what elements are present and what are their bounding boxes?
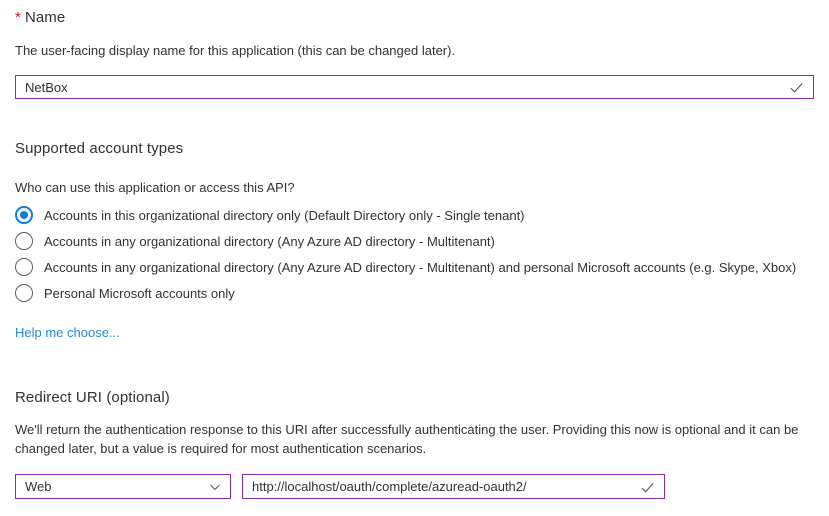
radio-unselected-icon[interactable] (15, 284, 33, 302)
account-types-question: Who can use this application or access this API? (15, 180, 295, 195)
radio-unselected-icon[interactable] (15, 258, 33, 276)
name-label: Name (24, 9, 66, 26)
platform-select[interactable] (15, 474, 231, 499)
name-description: The user-facing display name for this application (this can be changed later). (15, 43, 456, 58)
help-me-choose-link[interactable]: Help me choose... (15, 325, 120, 340)
radio-option-label: Accounts in any organizational directory (Any Azure AD directory - Multitenant) (44, 233, 495, 249)
name-input[interactable] (15, 75, 814, 99)
radio-option-label: Personal Microsoft accounts only (44, 285, 235, 301)
name-input-wrapper (15, 75, 814, 99)
radio-option-personal-only[interactable] (15, 284, 235, 302)
radio-option-multitenant-personal[interactable] (15, 258, 796, 276)
radio-selected-icon[interactable] (15, 206, 33, 224)
redirect-uri-input[interactable] (242, 474, 665, 499)
account-types-heading: Supported account types (15, 140, 184, 157)
chevron-down-icon (208, 480, 222, 494)
redirect-uri-input-wrapper (242, 474, 665, 499)
radio-unselected-icon[interactable] (15, 232, 33, 250)
redirect-uri-description: We'll return the authentication response to this URI after successfully authenticating the user. Providing this now is optional and it can be changed later, but a value is required for most authentication scenarios. (15, 422, 799, 456)
radio-option-multitenant[interactable] (15, 232, 495, 250)
radio-option-label: Accounts in any organizational directory (Any Azure AD directory - Multitenant) and personal Microsoft accounts (e.g. Skype, Xbox) (44, 259, 797, 275)
platform-select-value: Web (25, 479, 52, 494)
name-section-heading (15, 9, 65, 26)
required-asterisk: * (15, 9, 21, 26)
radio-option-single-tenant[interactable] (15, 206, 525, 224)
radio-option-label: Accounts in this organizational directory only (Default Directory only - Single tenant) (44, 207, 525, 223)
redirect-uri-heading: Redirect URI (optional) (15, 389, 170, 406)
